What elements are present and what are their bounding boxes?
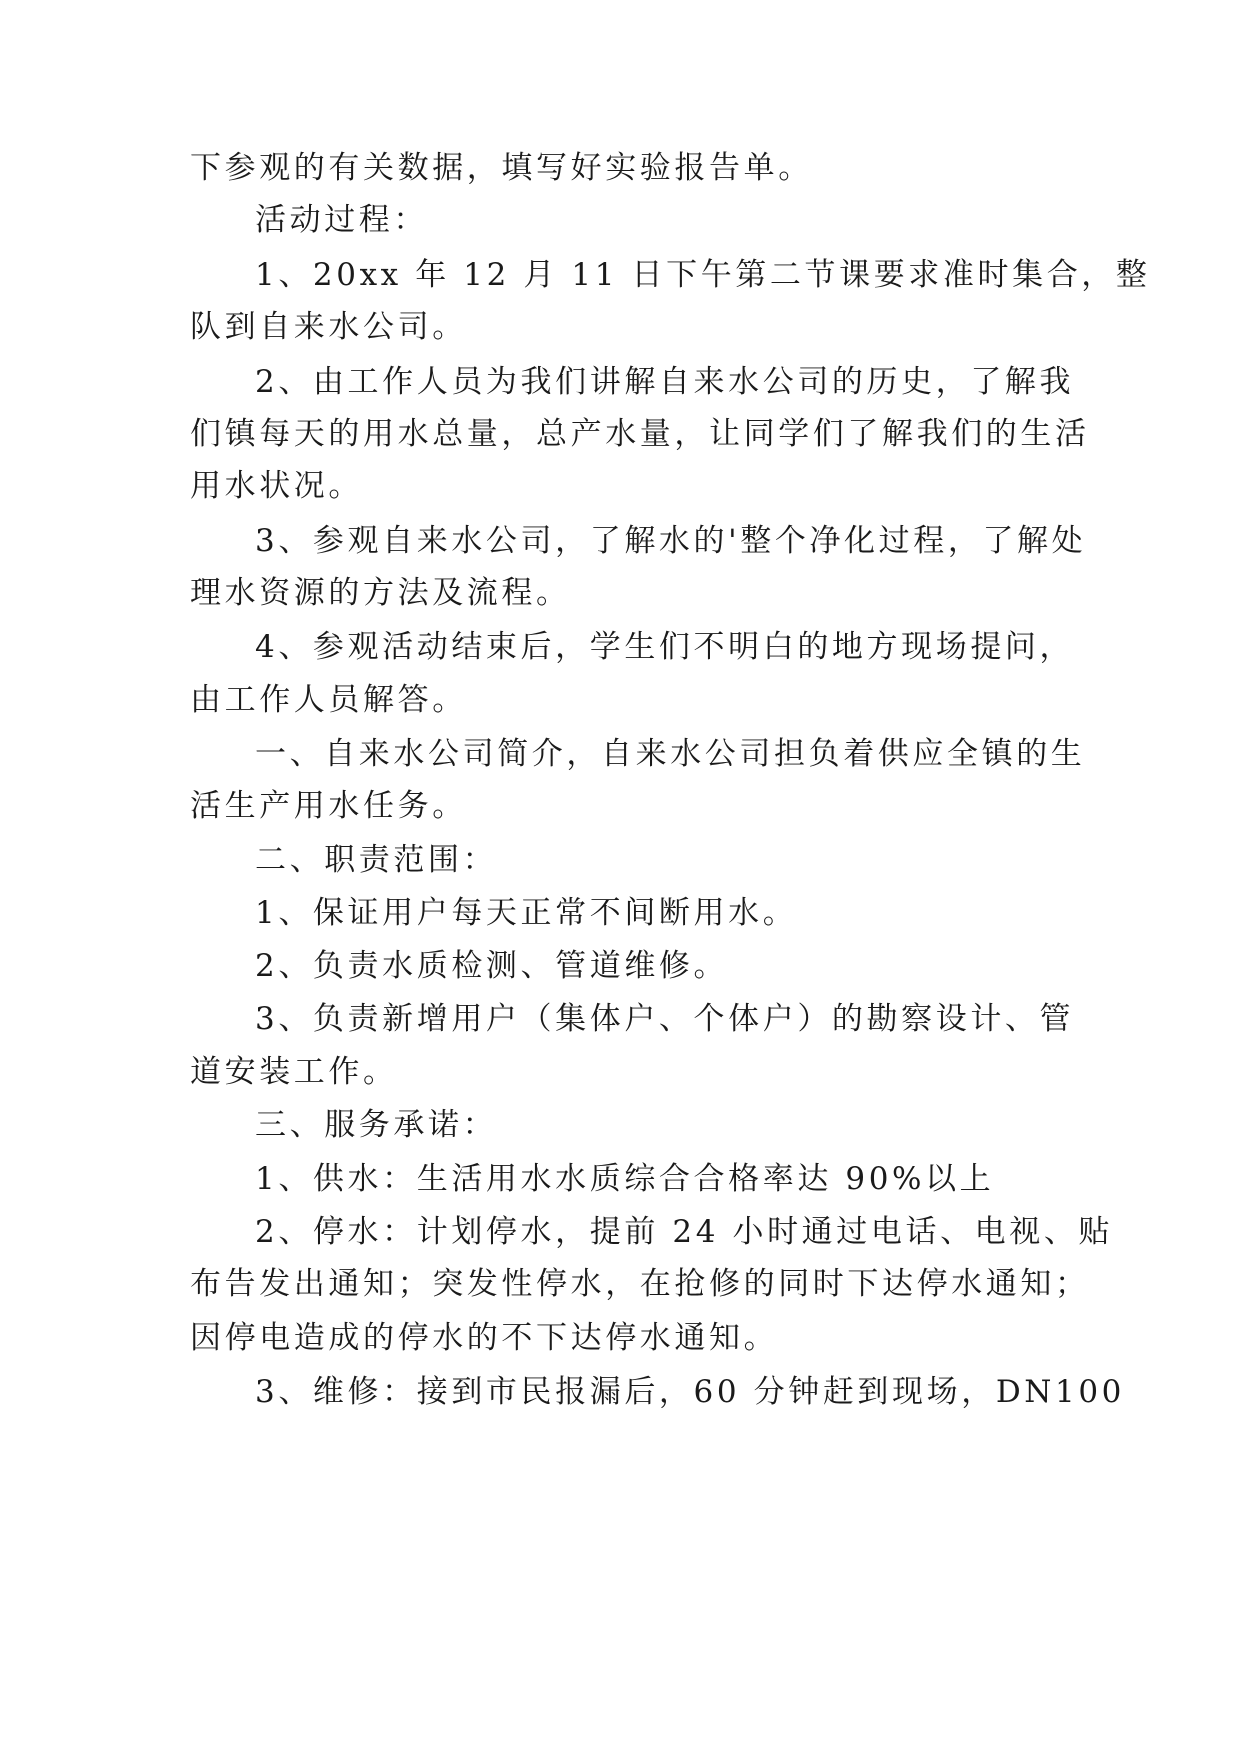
text-line: 3、参观自来水公司，了解水的'整个净化过程，了解处 [255, 523, 1087, 559]
text-line: 道安装工作。 [190, 1054, 398, 1090]
text-line: 理水资源的方法及流程。 [190, 575, 571, 611]
text-line: 二、职责范围： [255, 842, 498, 878]
text-line: 1、供水：生活用水水质综合合格率达 90%以上 [255, 1161, 995, 1197]
text-line: 们镇每天的用水总量，总产水量，让同学们了解我们的生活 [190, 416, 1090, 452]
text-line: 一、自来水公司简介，自来水公司担负着供应全镇的生 [255, 736, 1086, 772]
text-line: 1、20xx 年 12 月 11 日下午第二节课要求准时集合，整 [255, 257, 1151, 293]
text-line: 3、负责新增用户（集体户、个体户）的勘察设计、管 [255, 1001, 1075, 1037]
text-line: 三、服务承诺： [255, 1107, 498, 1143]
text-line: 用水状况。 [190, 468, 363, 504]
text-line: 1、保证用户每天正常不间断用水。 [255, 895, 798, 931]
text-line: 队到自来水公司。 [190, 309, 467, 345]
text-line: 活动过程： [255, 202, 428, 238]
text-line: 2、负责水质检测、管道维修。 [255, 948, 729, 984]
text-line: 下参观的有关数据，填写好实验报告单。 [190, 150, 813, 186]
text-line: 2、由工作人员为我们讲解自来水公司的历史，了解我 [255, 364, 1075, 400]
text-line: 布告发出通知；突发性停水，在抢修的同时下达停水通知； [190, 1266, 1090, 1302]
text-line: 4、参观活动结束后，学生们不明白的地方现场提问， [255, 629, 1075, 665]
text-line: 因停电造成的停水的不下达停水通知。 [190, 1320, 779, 1356]
text-line: 3、维修：接到市民报漏后，60 分钟赶到现场，DN100 [255, 1374, 1125, 1410]
text-line: 2、停水：计划停水，提前 24 小时通过电话、电视、贴 [255, 1214, 1114, 1250]
text-line: 活生产用水任务。 [190, 788, 467, 824]
text-line: 由工作人员解答。 [190, 682, 467, 718]
